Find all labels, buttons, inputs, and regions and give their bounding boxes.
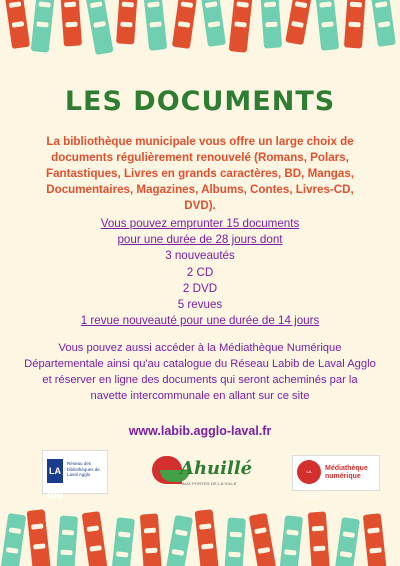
loan-line: 2 DVD <box>182 281 218 295</box>
book-spine <box>224 517 246 566</box>
book-spine <box>140 513 162 566</box>
digital-library-paragraph: Vous pouvez aussi accéder à la Médiathèque Numérique Départementale ainsi qu'au catalogue du Réseau Labib de Laval Agglo et réserver en ligne des documents qui seront acheminés par la navette intercommunale en allant sur ce site <box>24 342 376 402</box>
loan-line: pour une durée de 28 jours dont <box>117 233 283 247</box>
book-spine <box>370 0 396 47</box>
page-title: LES DOCUMENTS <box>64 86 336 117</box>
book-spine <box>344 0 366 49</box>
book-spine <box>84 0 113 55</box>
labib-logo-text: Réseau des bibliothèques de Laval Agglo <box>67 461 100 477</box>
book-spine <box>334 517 360 566</box>
book-spine <box>56 515 78 566</box>
ahuille-logo[interactable] <box>150 450 253 492</box>
intro-paragraph: La bibliothèque municipale vous offre un large choix de documents régulièrement renouvelé (Romans, Polars, Fantastiques, Livres en grands caractères, BD, Mangas, Documentaires, Magazines, Albums, Contes, Livres-CD, DVD). <box>46 135 354 212</box>
book-spine <box>111 517 135 566</box>
book-spine <box>116 0 138 45</box>
bottom-books-decoration <box>0 496 400 566</box>
book-spine <box>285 0 312 45</box>
labib-logo-mark: LA BIB <box>47 459 63 483</box>
top-books-decoration <box>0 0 400 70</box>
website-link[interactable]: www.labib.agglo-laval.fr <box>128 424 272 438</box>
partner-logos <box>0 450 400 500</box>
book-spine <box>249 513 277 566</box>
loan-line: Vous pouvez emprunter 15 documents <box>100 217 300 230</box>
book-spine <box>260 0 282 49</box>
book-spine <box>363 513 387 566</box>
book-spine <box>143 0 167 51</box>
loan-line: 1 revue nouveauté pour une durée de 14 jours <box>80 314 320 328</box>
loan-conditions <box>30 216 370 329</box>
loan-line: 5 revues <box>177 298 223 312</box>
book-spine <box>27 509 52 566</box>
book-spine <box>195 509 220 566</box>
book-spine <box>200 0 226 47</box>
medianum-text: Médiathèque numérique <box>325 465 368 480</box>
book-spine <box>229 0 254 53</box>
book-spine <box>308 511 330 566</box>
mediatheque-numerique-logo[interactable] <box>292 455 380 498</box>
book-spine <box>0 513 26 566</box>
book-spine <box>31 0 56 53</box>
ahuille-logo-name: Ahuillé <box>180 458 253 479</box>
loan-line: 3 nouveautés <box>165 249 235 263</box>
book-spine <box>279 515 303 566</box>
book-spine <box>4 0 30 49</box>
book-spine <box>60 0 82 47</box>
loan-line: 2 CD <box>186 265 214 279</box>
book-spine <box>315 0 339 51</box>
book-spine <box>172 0 198 49</box>
medianum-badge: LA MAYENNE <box>297 460 321 484</box>
labib-logo[interactable] <box>42 450 108 500</box>
book-spine <box>165 515 193 566</box>
book-spine <box>82 511 109 566</box>
ahuille-logo-tag: AUX PORTES DE LA VILLE <box>182 481 237 486</box>
